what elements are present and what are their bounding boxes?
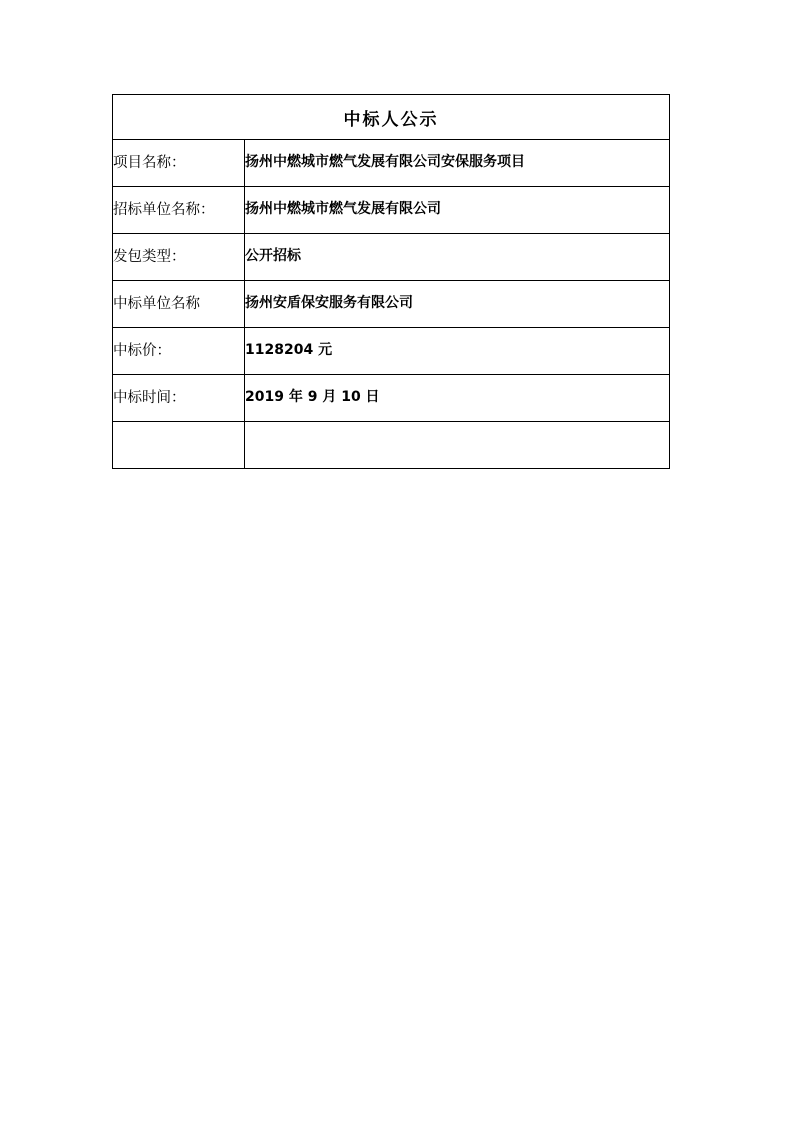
table-title-row <box>113 95 670 140</box>
row-label-winning-unit: 中标单位名称 <box>113 281 245 328</box>
row-label-winning-date: 中标时间： <box>113 375 245 422</box>
row-value-tendering-unit: 扬州中燃城市燃气发展有限公司 <box>245 187 670 234</box>
table-row <box>113 328 670 375</box>
row-value-winning-price: 1128204 元 <box>245 328 670 375</box>
row-value-contract-type: 公开招标 <box>245 234 670 281</box>
row-label-project-name: 项目名称： <box>113 140 245 187</box>
row-label-contract-type: 发包类型： <box>113 234 245 281</box>
row-value-project-name: 扬州中燃城市燃气发展有限公司安保服务项目 <box>245 140 670 187</box>
row-value-winning-unit: 扬州安盾保安服务有限公司 <box>245 281 670 328</box>
row-label-winning-price: 中标价： <box>113 328 245 375</box>
bid-announcement-table <box>112 94 670 469</box>
table-row <box>113 140 670 187</box>
row-label-empty <box>113 422 245 469</box>
table-row <box>113 187 670 234</box>
table-row-empty <box>113 422 670 469</box>
row-value-empty <box>245 422 670 469</box>
page-title: 中标人公示 <box>113 95 670 140</box>
row-value-winning-date: 2019 年 9 月 10 日 <box>245 375 670 422</box>
row-label-tendering-unit: 招标单位名称： <box>113 187 245 234</box>
table-row <box>113 375 670 422</box>
table-row <box>113 234 670 281</box>
table-row <box>113 281 670 328</box>
